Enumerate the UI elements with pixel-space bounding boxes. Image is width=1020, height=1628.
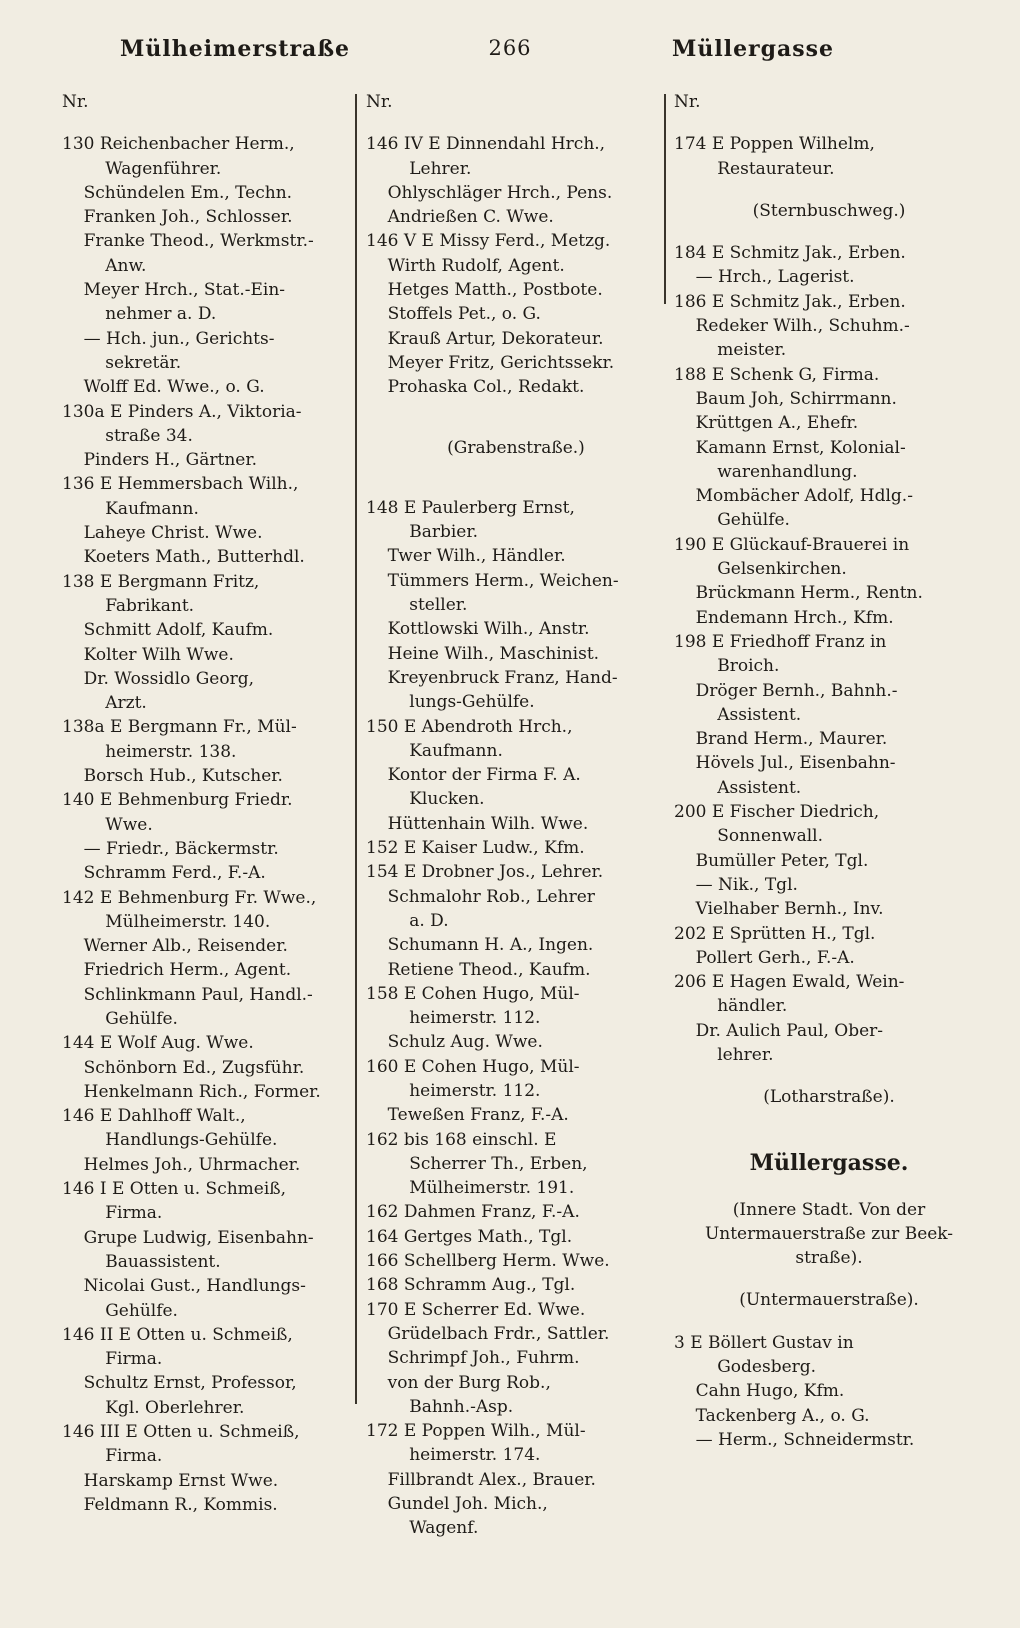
directory-line: Lehrer. <box>366 158 472 179</box>
directory-line <box>674 1270 984 1288</box>
directory-line <box>366 460 666 478</box>
directory-line: Barbier. <box>366 522 479 543</box>
directory-line: Kamann Ernst, Kolonial- <box>674 437 906 458</box>
directory-line: Schlinkmann Paul, Handl.- <box>62 984 313 1005</box>
directory-line: Fabrikant. <box>62 595 195 616</box>
directory-line: 202 E Sprütten H., Tgl. <box>674 923 876 944</box>
directory-line: 136 E Hemmersbach Wilh., <box>62 474 299 495</box>
directory-line: Redeker Wilh., Schuhm.- <box>674 316 910 337</box>
directory-line: heimerstr. 138. <box>62 741 237 762</box>
directory-line: Wwe. <box>62 814 153 835</box>
directory-line <box>366 418 666 436</box>
directory-line: Kreyenbruck Franz, Hand- <box>366 667 618 688</box>
directory-line: 200 E Fischer Diedrich, <box>674 802 880 823</box>
directory-line: 158 E Cohen Hugo, Mül- <box>366 983 580 1004</box>
directory-line <box>366 478 666 496</box>
page-number: 266 <box>488 36 532 60</box>
directory-line: 140 E Behmenburg Friedr. <box>62 790 293 811</box>
directory-line <box>674 223 984 241</box>
directory-line <box>674 1313 984 1331</box>
directory-line: 130a E Pinders A., Viktoria- <box>62 401 302 422</box>
directory-line <box>366 400 666 418</box>
directory-line: Franke Theod., Werkmstr.- <box>62 231 314 252</box>
directory-line: Anw. <box>62 255 147 276</box>
directory-line <box>674 1128 984 1146</box>
directory-line: Krüttgen A., Ehefr. <box>674 413 859 434</box>
directory-line: Assistent. <box>674 704 802 725</box>
directory-line: Arzt. <box>62 693 147 714</box>
directory-line: 164 Gertges Math., Tgl. <box>366 1226 573 1247</box>
directory-line: Bahnh.-Asp. <box>366 1396 514 1417</box>
directory-line: 160 E Cohen Hugo, Mül- <box>366 1056 580 1077</box>
directory-line: — Hch. jun., Gerichts- <box>62 328 275 349</box>
directory-line: Firma. <box>62 1446 163 1467</box>
directory-line: Gehülfe. <box>674 510 790 531</box>
directory-line: straße 34. <box>62 425 193 446</box>
directory-line: Prohaska Col., Redakt. <box>366 377 585 398</box>
directory-line: Andrießen C. Wwe. <box>366 207 554 228</box>
directory-line: Schmalohr Rob., Lehrer <box>366 886 595 907</box>
section-heading: Müllergasse. <box>749 1149 909 1176</box>
directory-line: Fillbrandt Alex., Brauer. <box>366 1469 596 1490</box>
directory-line: Mombächer Adolf, Hdlg.- <box>674 486 913 507</box>
directory-line <box>674 1067 984 1085</box>
directory-line: Henkelmann Rich., Former. <box>62 1081 321 1102</box>
directory-line: 148 E Paulerberg Ernst, <box>366 497 575 518</box>
directory-line: von der Burg Rob., <box>366 1372 551 1393</box>
directory-line: 162 bis 168 einschl. E <box>366 1129 557 1150</box>
directory-line: heimerstr. 112. <box>366 1080 541 1101</box>
directory-line: 168 Schramm Aug., Tgl. <box>366 1275 576 1296</box>
directory-line: Kaufmann. <box>62 498 199 519</box>
directory-line: Harskamp Ernst Wwe. <box>62 1470 279 1491</box>
column-3 <box>674 90 984 1452</box>
directory-line: Hövels Jul., Eisenbahn- <box>674 753 896 774</box>
directory-line: Meyer Hrch., Stat.-Ein- <box>62 280 286 301</box>
directory-line: Sonnenwall. <box>674 826 823 847</box>
directory-line: lehrer. <box>674 1044 774 1065</box>
directory-line: 146 V E Missy Ferd., Metzg. <box>366 231 611 252</box>
directory-line: 206 E Hagen Ewald, Wein- <box>674 972 905 993</box>
directory-line: 190 E Glückauf-Brauerei in <box>674 534 910 555</box>
directory-line: Tackenberg A., o. G. <box>674 1405 870 1426</box>
directory-line: 144 E Wolf Aug. Wwe. <box>62 1033 254 1054</box>
directory-line: Schmitt Adolf, Kaufm. <box>62 620 274 641</box>
section-heading: (Grabenstraße.) <box>447 437 585 458</box>
directory-line: Untermauerstraße zur Beek- <box>704 1223 954 1244</box>
directory-line: Kottlowski Wilh., Anstr. <box>366 619 590 640</box>
directory-line: Mülheimerstr. 191. <box>366 1178 575 1199</box>
directory-line: Grupe Ludwig, Eisenbahn- <box>62 1227 314 1248</box>
directory-line: Ohlyschläger Hrch., Pens. <box>366 182 613 203</box>
directory-line: Cahn Hugo, Kfm. <box>674 1381 845 1402</box>
directory-line: Stoffels Pet., o. G. <box>366 304 541 325</box>
directory-line: 172 E Poppen Wilh., Mül- <box>366 1421 586 1442</box>
directory-line: Endemann Hrch., Kfm. <box>674 607 894 628</box>
directory-line: Dröger Bernh., Bahnh.- <box>674 680 898 701</box>
directory-line: (Innere Stadt. Von der <box>732 1199 926 1220</box>
directory-line: Schumann H. A., Ingen. <box>366 935 594 956</box>
directory-line: Retiene Theod., Kaufm. <box>366 959 591 980</box>
directory-line: Nr. <box>366 92 393 112</box>
directory-line: Wagenf. <box>366 1518 479 1539</box>
directory-line: 188 E Schenk G, Firma. <box>674 364 880 385</box>
directory-line: 138 E Bergmann Fritz, <box>62 571 260 592</box>
directory-line: Bauassistent. <box>62 1251 221 1272</box>
directory-line: Franken Joh., Schlosser. <box>62 207 293 228</box>
directory-line: 162 Dahmen Franz, F.-A. <box>366 1202 580 1223</box>
directory-line: Schramm Ferd., F.-A. <box>62 863 266 884</box>
directory-line: Nicolai Gust., Handlungs- <box>62 1276 306 1297</box>
directory-line: Bumüller Peter, Tgl. <box>674 850 869 871</box>
directory-line: meister. <box>674 340 787 361</box>
directory-line: — Friedr., Bäckermstr. <box>62 838 279 859</box>
directory-line: Feldmann R., Kommis. <box>62 1494 278 1515</box>
directory-line: Laheye Christ. Wwe. <box>62 523 263 544</box>
directory-line: Schulz Aug. Wwe. <box>366 1032 543 1053</box>
directory-line: Werner Alb., Reisender. <box>62 936 288 957</box>
directory-line: 198 E Friedhoff Franz in <box>674 631 887 652</box>
directory-line: straße). <box>795 1248 863 1269</box>
column-1 <box>62 90 354 1517</box>
directory-line: Baum Joh, Schirrmann. <box>674 388 897 409</box>
directory-line: Handlungs-Gehülfe. <box>62 1130 278 1151</box>
directory-line: Kolter Wilh Wwe. <box>62 644 234 665</box>
directory-line: 152 E Kaiser Ludw., Kfm. <box>366 838 585 859</box>
directory-line <box>366 114 666 132</box>
directory-line: Klucken. <box>366 789 485 810</box>
directory-line: 3 E Böllert Gustav in <box>674 1332 854 1353</box>
directory-line: Wirth Rudolf, Agent. <box>366 255 565 276</box>
directory-line: Kontor der Firma F. A. <box>366 765 581 786</box>
directory-line: Dr. Wossidlo Georg, <box>62 668 254 689</box>
directory-line: Gelsenkirchen. <box>674 559 847 580</box>
directory-line: 146 E Dahlhoff Walt., <box>62 1106 246 1127</box>
directory-line: Wagenführer. <box>62 158 222 179</box>
directory-line <box>62 114 354 132</box>
directory-line <box>674 181 984 199</box>
directory-line: warenhandlung. <box>674 461 858 482</box>
directory-line: Heine Wilh., Maschinist. <box>366 643 600 664</box>
section-heading: (Untermauerstraße). <box>739 1290 919 1311</box>
directory-line: Schündelen Em., Techn. <box>62 182 293 203</box>
directory-line: 130 Reichenbacher Herm., <box>62 134 295 155</box>
section-heading: (Lotharstraße). <box>763 1087 895 1108</box>
directory-line: 146 IV E Dinnendahl Hrch., <box>366 134 606 155</box>
directory-line: Grüdelbach Frdr., Sattler. <box>366 1323 610 1344</box>
directory-line: Dr. Aulich Paul, Ober- <box>674 1020 884 1041</box>
directory-line: Firma. <box>62 1203 163 1224</box>
directory-line: 138a E Bergmann Fr., Mül- <box>62 717 297 738</box>
directory-line: Restaurateur. <box>674 158 835 179</box>
column-rule-1 <box>355 94 357 1404</box>
directory-line: Twer Wilh., Händler. <box>366 546 566 567</box>
directory-line: — Herm., Schneidermstr. <box>674 1429 915 1450</box>
directory-line <box>674 1180 984 1198</box>
directory-line: Schultz Ernst, Professor, <box>62 1373 297 1394</box>
directory-line: Firma. <box>62 1349 163 1370</box>
directory-line: Brückmann Herm., Rentn. <box>674 583 923 604</box>
directory-line: 142 E Behmenburg Fr. Wwe., <box>62 887 317 908</box>
directory-line: Gehülfe. <box>62 1300 178 1321</box>
directory-line: nehmer a. D. <box>62 304 217 325</box>
directory-line: Meyer Fritz, Gerichtssekr. <box>366 352 615 373</box>
directory-line: heimerstr. 112. <box>366 1008 541 1029</box>
directory-line: Borsch Hub., Kutscher. <box>62 766 283 787</box>
directory-line: Assistent. <box>674 777 802 798</box>
directory-line: Kaufmann. <box>366 740 503 761</box>
directory-line: Wolff Ed. Wwe., o. G. <box>62 377 265 398</box>
directory-line: a. D. <box>366 910 449 931</box>
directory-line: 174 E Poppen Wilhelm, <box>674 134 875 155</box>
directory-line: 146 I E Otten u. Schmeiß, <box>62 1179 287 1200</box>
directory-line: Gundel Joh. Mich., <box>366 1494 548 1515</box>
directory-line: Friedrich Herm., Agent. <box>62 960 292 981</box>
directory-line: händler. <box>674 996 788 1017</box>
directory-line: Brand Herm., Maurer. <box>674 729 888 750</box>
directory-line: 170 E Scherrer Ed. Wwe. <box>366 1299 586 1320</box>
directory-line: lungs-Gehülfe. <box>366 692 535 713</box>
directory-line: 150 E Abendroth Hrch., <box>366 716 573 737</box>
directory-line: steller. <box>366 595 468 616</box>
directory-line: Hüttenhain Wilh. Wwe. <box>366 813 589 834</box>
directory-line: Gehülfe. <box>62 1008 178 1029</box>
directory-line: Nr. <box>674 92 701 112</box>
directory-line: Broich. <box>674 656 780 677</box>
column-2 <box>366 90 666 1541</box>
directory-line: 166 Schellberg Herm. Wwe. <box>366 1251 610 1272</box>
directory-line: Vielhaber Bernh., Inv. <box>674 899 884 920</box>
running-head-left: Mülheimerstraße <box>120 36 351 62</box>
directory-line: sekretär. <box>62 352 182 373</box>
directory-line: Godesberg. <box>674 1357 817 1378</box>
directory-line: heimerstr. 174. <box>366 1445 541 1466</box>
directory-line: 154 E Drobner Jos., Lehrer. <box>366 862 604 883</box>
directory-line: Koeters Math., Butterhdl. <box>62 547 305 568</box>
directory-line <box>674 1110 984 1128</box>
directory-line <box>674 114 984 132</box>
directory-line: Hetges Matth., Postbote. <box>366 280 603 301</box>
running-head-right: Müllergasse <box>672 36 835 62</box>
directory-line: Helmes Joh., Uhrmacher. <box>62 1154 301 1175</box>
directory-line: Mülheimerstr. 140. <box>62 911 271 932</box>
directory-line: Krauß Artur, Dekorateur. <box>366 328 604 349</box>
directory-line: Nr. <box>62 92 89 112</box>
directory-line: Teweßen Franz, F.-A. <box>366 1105 569 1126</box>
section-heading: (Sternbuschweg.) <box>752 200 906 221</box>
directory-line: — Hrch., Lagerist. <box>674 267 855 288</box>
directory-line: 186 E Schmitz Jak., Erben. <box>674 291 906 312</box>
directory-line: Schrimpf Joh., Fuhrm. <box>366 1348 580 1369</box>
directory-line: 146 II E Otten u. Schmeiß, <box>62 1324 293 1345</box>
directory-line: Pinders H., Gärtner. <box>62 450 258 471</box>
directory-line: Tümmers Herm., Weichen- <box>366 570 619 591</box>
directory-line: Schönborn Ed., Zugsführ. <box>62 1057 305 1078</box>
directory-line: Pollert Gerh., F.-A. <box>674 947 855 968</box>
directory-line: Kgl. Oberlehrer. <box>62 1397 245 1418</box>
directory-line: 184 E Schmitz Jak., Erben. <box>674 243 906 264</box>
directory-line: 146 III E Otten u. Schmeiß, <box>62 1422 300 1443</box>
directory-line: — Nik., Tgl. <box>674 874 798 895</box>
directory-line: Scherrer Th., Erben, <box>366 1153 588 1174</box>
